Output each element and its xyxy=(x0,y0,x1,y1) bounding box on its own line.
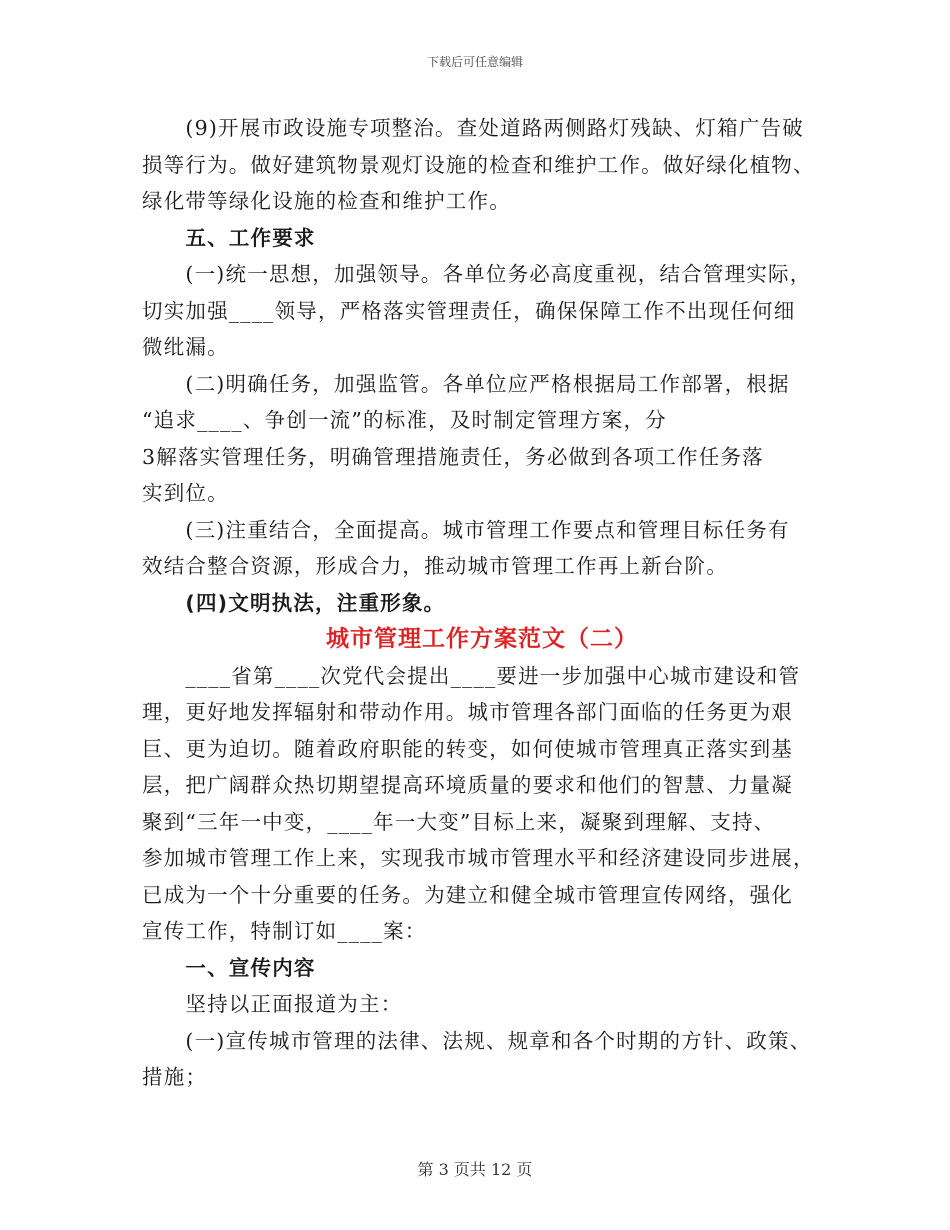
body-line: ____省第____次党代会提出____要进一步加强中心城市建设和管 xyxy=(142,663,801,688)
body-line: 切实加强____领导，严格落实管理责任，确保保障工作不出现任何细 xyxy=(142,298,796,323)
subsection-heading: (四)文明执法，注重形象。 xyxy=(142,590,446,615)
body-line: 坚持以正面报道为主： xyxy=(142,992,403,1016)
body-line: 层，把广阔群众热切期望提高环境质量的要求和他们的智慧、力量凝 xyxy=(142,773,793,797)
body-line: 措施； xyxy=(142,1065,208,1089)
body-line: 绿化带等绿化设施的检查和维护工作。 xyxy=(142,189,511,213)
page-header: 下载后可任意编辑 xyxy=(426,55,523,69)
body-line: 巨、更为迫切。随着政府职能的转变，如何使城市管理真正落实到基 xyxy=(142,736,793,761)
section-heading: 五、工作要求 xyxy=(142,225,316,250)
body-line: 参加城市管理工作上来，实现我市城市管理水平和经济建设同步进展， xyxy=(142,846,815,870)
body-line: (三)注重结合，全面提高。城市管理工作要点和管理目标任务有 xyxy=(142,517,790,542)
body-line: 3解落实管理任务，明确管理措施责任，务必做到各项工作任务落 xyxy=(142,444,764,469)
body-line: (二)明确任务，加强监管。各单位应严格根据局工作部署，根据 xyxy=(142,371,790,396)
body-line: 聚到“三年一中变，____年一大变”目标上来，凝聚到理解、支持、 xyxy=(142,809,776,834)
body-line: (9)开展市政设施专项整治。查处道路两侧路灯残缺、灯箱广告破 xyxy=(142,116,804,140)
body-line: 实到位。 xyxy=(142,481,229,505)
body-line: 效结合整合资源，形成合力，推动城市管理工作再上新台阶。 xyxy=(142,554,728,578)
body-line: 理，更好地发挥辐射和带动作用。城市管理各部门面临的任务更为艰 xyxy=(142,700,793,724)
section-heading: 一、宣传内容 xyxy=(142,955,316,980)
document-title: 城市管理工作方案范文（二） xyxy=(326,626,638,652)
body-line: 损等行为。做好建筑物景观灯设施的检查和维护工作。做好绿化植物、 xyxy=(142,152,815,177)
body-line: (一)统一思想，加强领导。各单位务必高度重视，结合管理实际， xyxy=(142,262,812,286)
body-line: 微纰漏。 xyxy=(142,335,229,359)
body-line: “追求____、争创一流”的标准，及时制定管理方案，分 xyxy=(142,408,667,432)
body-line: (一)宣传城市管理的法律、法规、规章和各个时期的方针、政策、 xyxy=(142,1028,812,1053)
document-body xyxy=(142,110,822,1096)
body-line: 宣传工作，特制订如____案： xyxy=(142,919,427,943)
body-line: 已成为一个十分重要的任务。为建立和健全城市管理宣传网络，强化 xyxy=(142,882,793,907)
page-footer: 第 3 页共 12 页 xyxy=(417,1160,533,1179)
